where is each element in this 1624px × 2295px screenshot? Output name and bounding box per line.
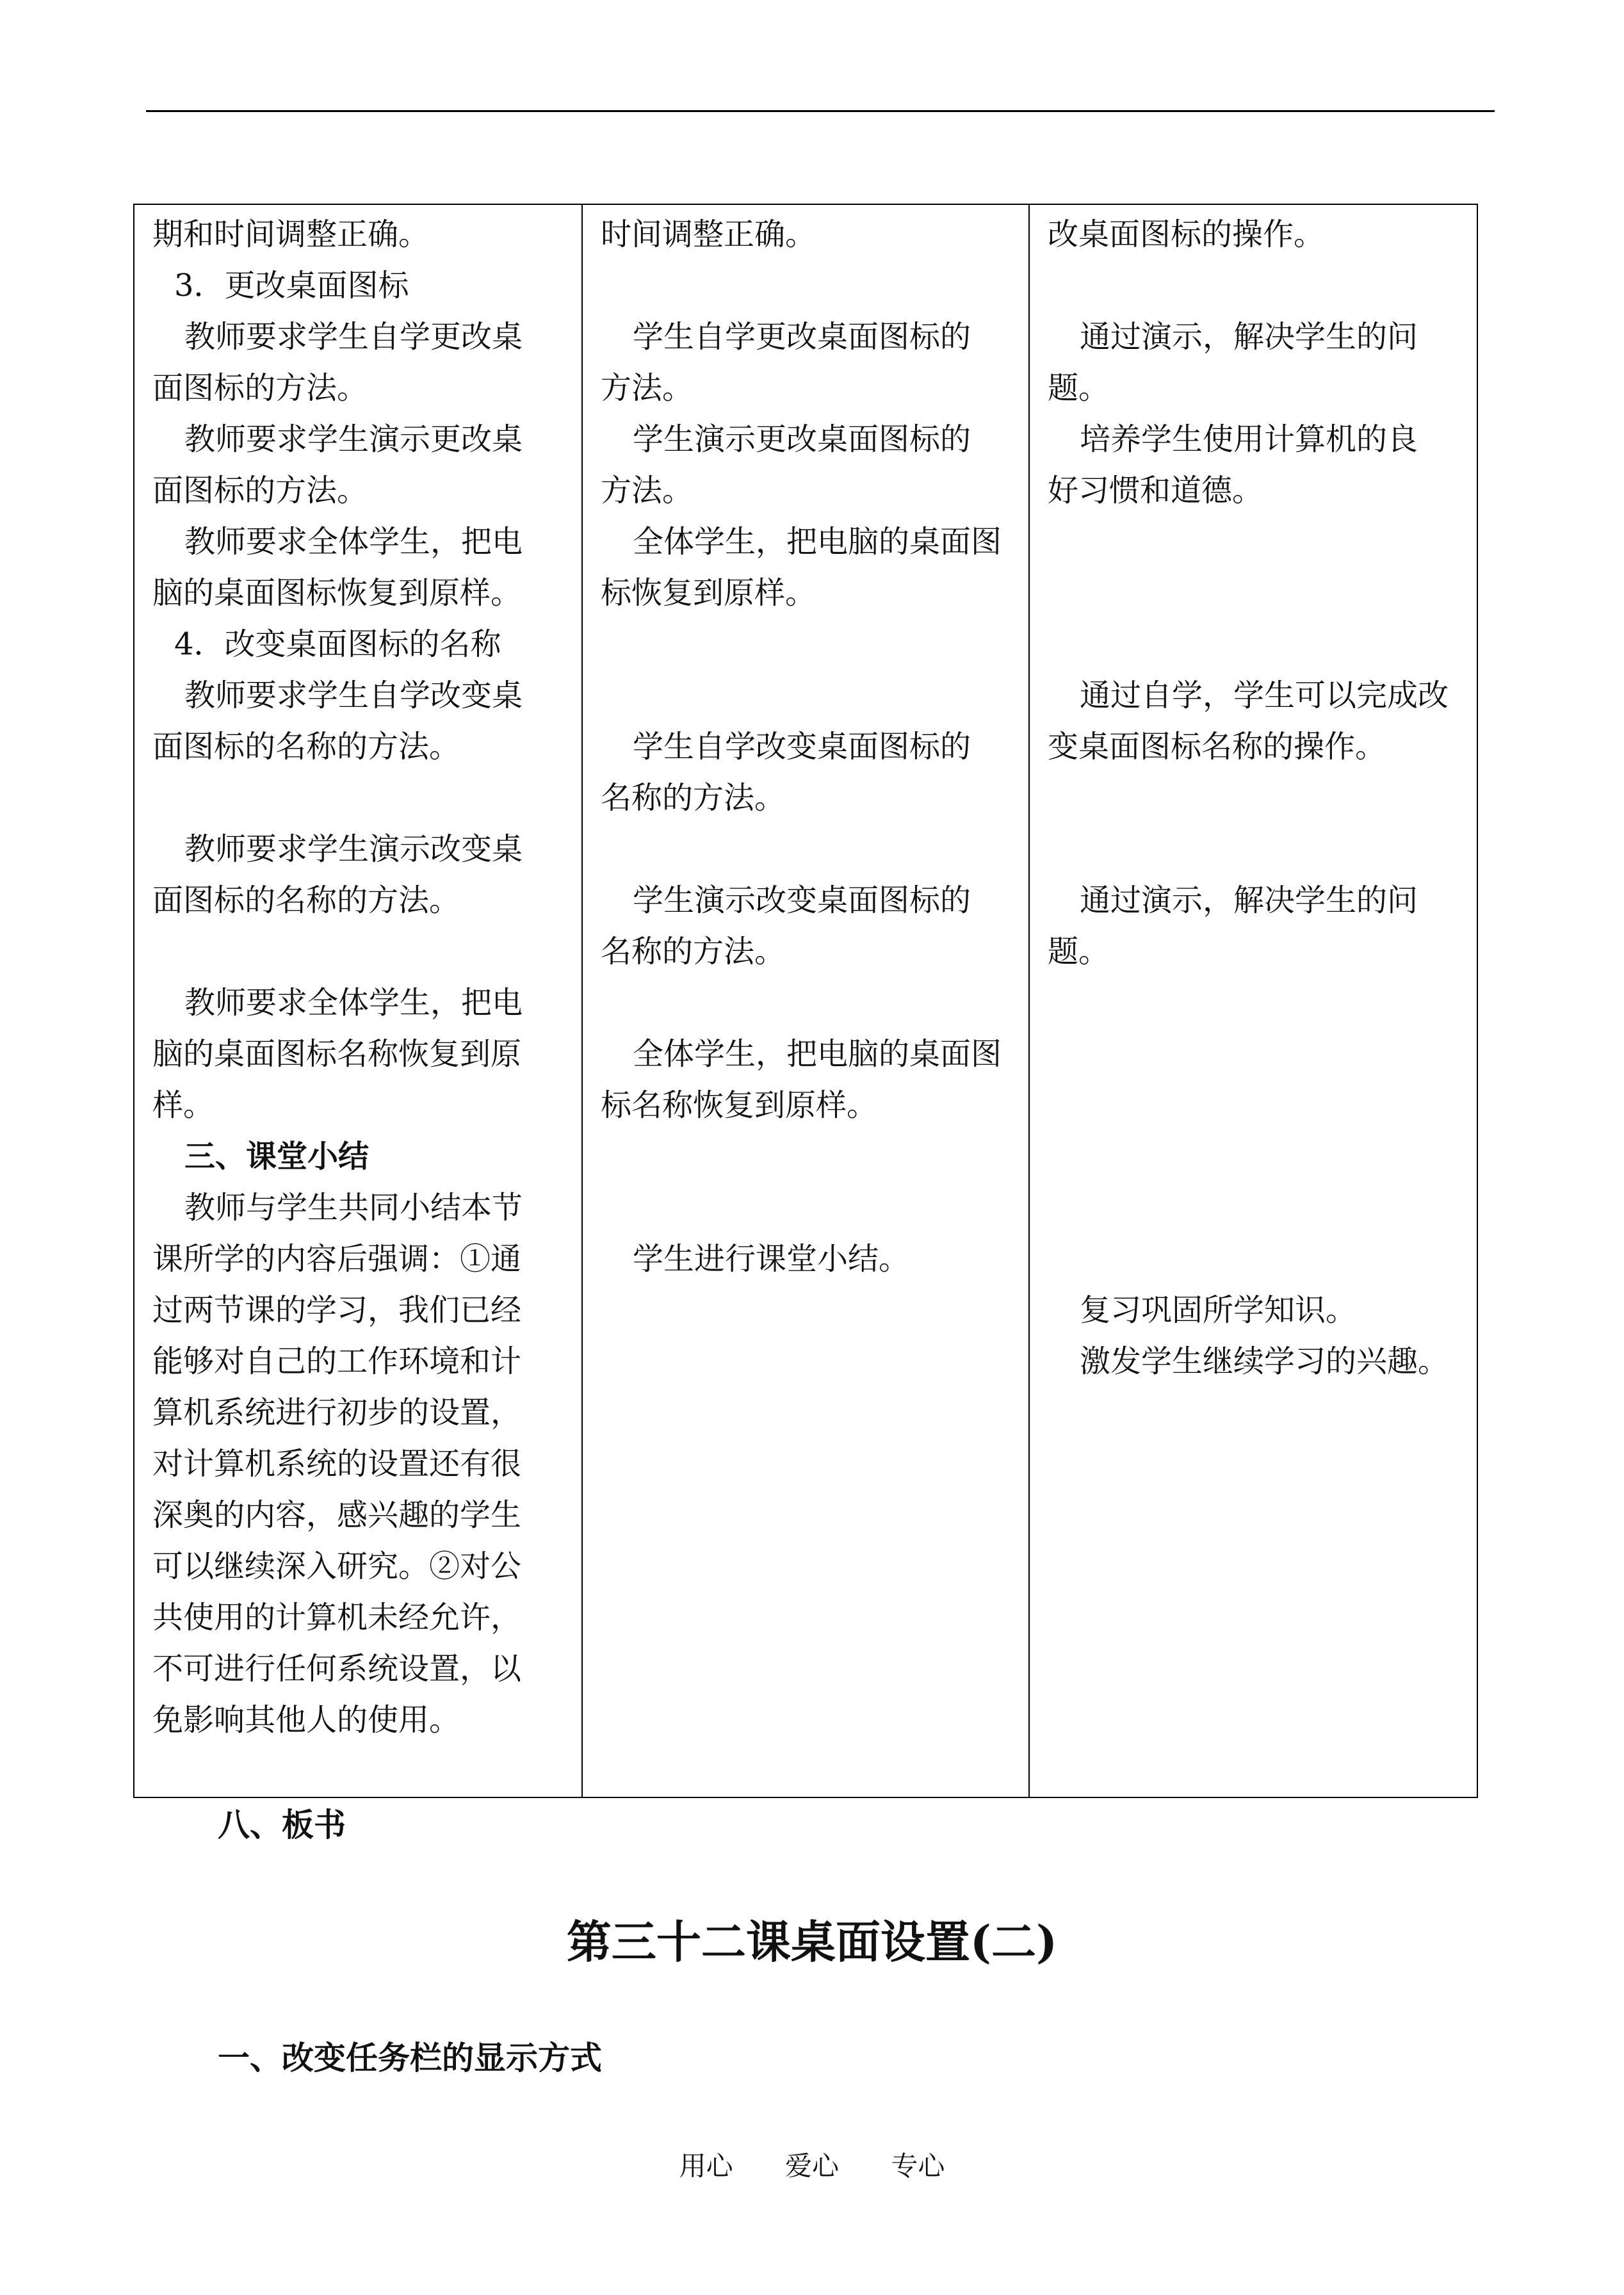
- text-line: 名称的方法。: [601, 934, 786, 969]
- text-line: [1048, 823, 1465, 875]
- text-line: [601, 670, 1017, 721]
- text-line: 深奥的内容，感兴趣的学生: [152, 1497, 522, 1533]
- student-activity-cell: [582, 204, 1029, 1797]
- text-line: 标恢复到原样。: [601, 575, 816, 611]
- text-line: [1048, 619, 1465, 670]
- page-footer: [0, 2144, 1624, 2189]
- text-line: 学生自学改变桌面图标的: [633, 729, 971, 765]
- text-line: 三、课堂小结: [184, 1139, 369, 1174]
- text-line: [601, 260, 1017, 311]
- design-intent-text: [1030, 205, 1477, 1387]
- text-line: 通过自学，学生可以完成改: [1080, 677, 1449, 713]
- student-activity-text: [583, 205, 1028, 1285]
- text-line: 能够对自己的工作环境和计: [152, 1343, 522, 1379]
- text-line: 脑的桌面图标名称恢复到原: [152, 1036, 522, 1072]
- text-line: 变桌面图标名称的操作。: [1048, 729, 1386, 765]
- text-line: 课所学的内容后强调：①通: [152, 1241, 522, 1277]
- text-line: 通过演示，解决学生的问: [1080, 319, 1418, 355]
- footer-motto-3: 专心: [891, 2150, 945, 2182]
- text-line: [1048, 260, 1465, 311]
- text-line: 不可进行任何系统设置，以: [152, 1651, 522, 1687]
- text-line: [1048, 977, 1465, 1028]
- table-row: [134, 204, 1477, 1797]
- text-line: 可以继续深入研究。②对公: [152, 1548, 522, 1584]
- text-line: [1048, 1182, 1465, 1233]
- text-line: 标名称恢复到原样。: [601, 1087, 878, 1123]
- teacher-activity-cell: [134, 204, 582, 1797]
- lesson-table: [133, 204, 1478, 1798]
- text-line: 面图标的方法。: [152, 370, 368, 406]
- text-line: 激发学生继续学习的兴趣。: [1080, 1343, 1449, 1379]
- text-line: [152, 926, 570, 977]
- text-line: [601, 1131, 1017, 1182]
- text-line: 教师要求全体学生，把电: [184, 524, 523, 560]
- text-line: 全体学生，把电脑的桌面图: [633, 1036, 1002, 1072]
- text-line: 全体学生，把电脑的桌面图: [633, 524, 1002, 560]
- text-line: 样。: [152, 1087, 215, 1123]
- text-line: 期和时间调整正确。: [152, 216, 430, 252]
- text-line: 教师与学生共同小结本节: [184, 1190, 523, 1226]
- text-line: [1048, 1233, 1465, 1285]
- section-heading: 一、改变任务栏的显示方式: [218, 2039, 602, 2077]
- text-line: 方法。: [601, 473, 694, 508]
- text-line: 培养学生使用计算机的良: [1080, 421, 1418, 457]
- design-intent-cell: [1029, 204, 1477, 1797]
- text-line: 题。: [1048, 370, 1110, 406]
- text-line: 面图标的名称的方法。: [152, 729, 460, 765]
- text-line: 好习惯和道德。: [1048, 473, 1263, 508]
- text-line: 教师要求全体学生，把电: [184, 985, 523, 1021]
- text-line: 学生进行课堂小结。: [633, 1241, 910, 1277]
- text-line: 脑的桌面图标恢复到原样。: [152, 575, 522, 611]
- text-line: 教师要求学生演示改变桌: [184, 831, 523, 867]
- text-line: [1048, 1080, 1465, 1131]
- text-line: 面图标的名称的方法。: [152, 882, 460, 918]
- text-line: 教师要求学生自学改变桌: [184, 677, 523, 713]
- text-line: [1048, 1131, 1465, 1182]
- teacher-activity-text: [134, 205, 581, 1746]
- text-line: 学生演示改变桌面图标的: [633, 882, 971, 918]
- text-line: 名称的方法。: [601, 780, 786, 816]
- text-line: 学生自学更改桌面图标的: [633, 319, 971, 355]
- text-line: 面图标的方法。: [152, 473, 368, 508]
- text-line: [1048, 567, 1465, 619]
- text-line: 题。: [1048, 934, 1110, 969]
- text-line: 教师要求学生自学更改桌: [184, 319, 523, 355]
- text-line: 免影响其他人的使用。: [152, 1702, 460, 1738]
- text-line: 复习巩固所学知识。: [1080, 1292, 1357, 1328]
- footer-motto-2: 爱心: [784, 2150, 839, 2182]
- text-line: [152, 772, 570, 823]
- text-line: 对计算机系统的设置还有很: [152, 1446, 522, 1482]
- text-line: 教师要求学生演示更改桌: [184, 421, 523, 457]
- text-line: 通过演示，解决学生的问: [1080, 882, 1418, 918]
- text-line: [601, 977, 1017, 1028]
- text-line: 改桌面图标的操作。: [1048, 216, 1325, 252]
- text-line: [1048, 516, 1465, 567]
- text-line: [601, 1182, 1017, 1233]
- text-line: 算机系统进行初步的设置，: [152, 1395, 522, 1431]
- text-line: 时间调整正确。: [601, 216, 816, 252]
- text-line: [1048, 1028, 1465, 1080]
- text-line: [601, 619, 1017, 670]
- board-heading: 八、板书: [218, 1806, 346, 1844]
- text-line: 方法。: [601, 370, 694, 406]
- text-line: 共使用的计算机未经允许，: [152, 1600, 522, 1635]
- text-line: 3．更改桌面图标: [174, 268, 409, 304]
- lesson-title: 第三十二课桌面设置(二): [566, 1915, 1058, 1968]
- text-line: 4．改变桌面图标的名称: [174, 626, 501, 662]
- text-line: [1048, 772, 1465, 823]
- footer-motto-1: 用心: [679, 2150, 733, 2182]
- header-rule: [146, 110, 1495, 112]
- text-line: [601, 823, 1017, 875]
- text-line: 过两节课的学习，我们已经: [152, 1292, 522, 1328]
- text-line: 学生演示更改桌面图标的: [633, 421, 971, 457]
